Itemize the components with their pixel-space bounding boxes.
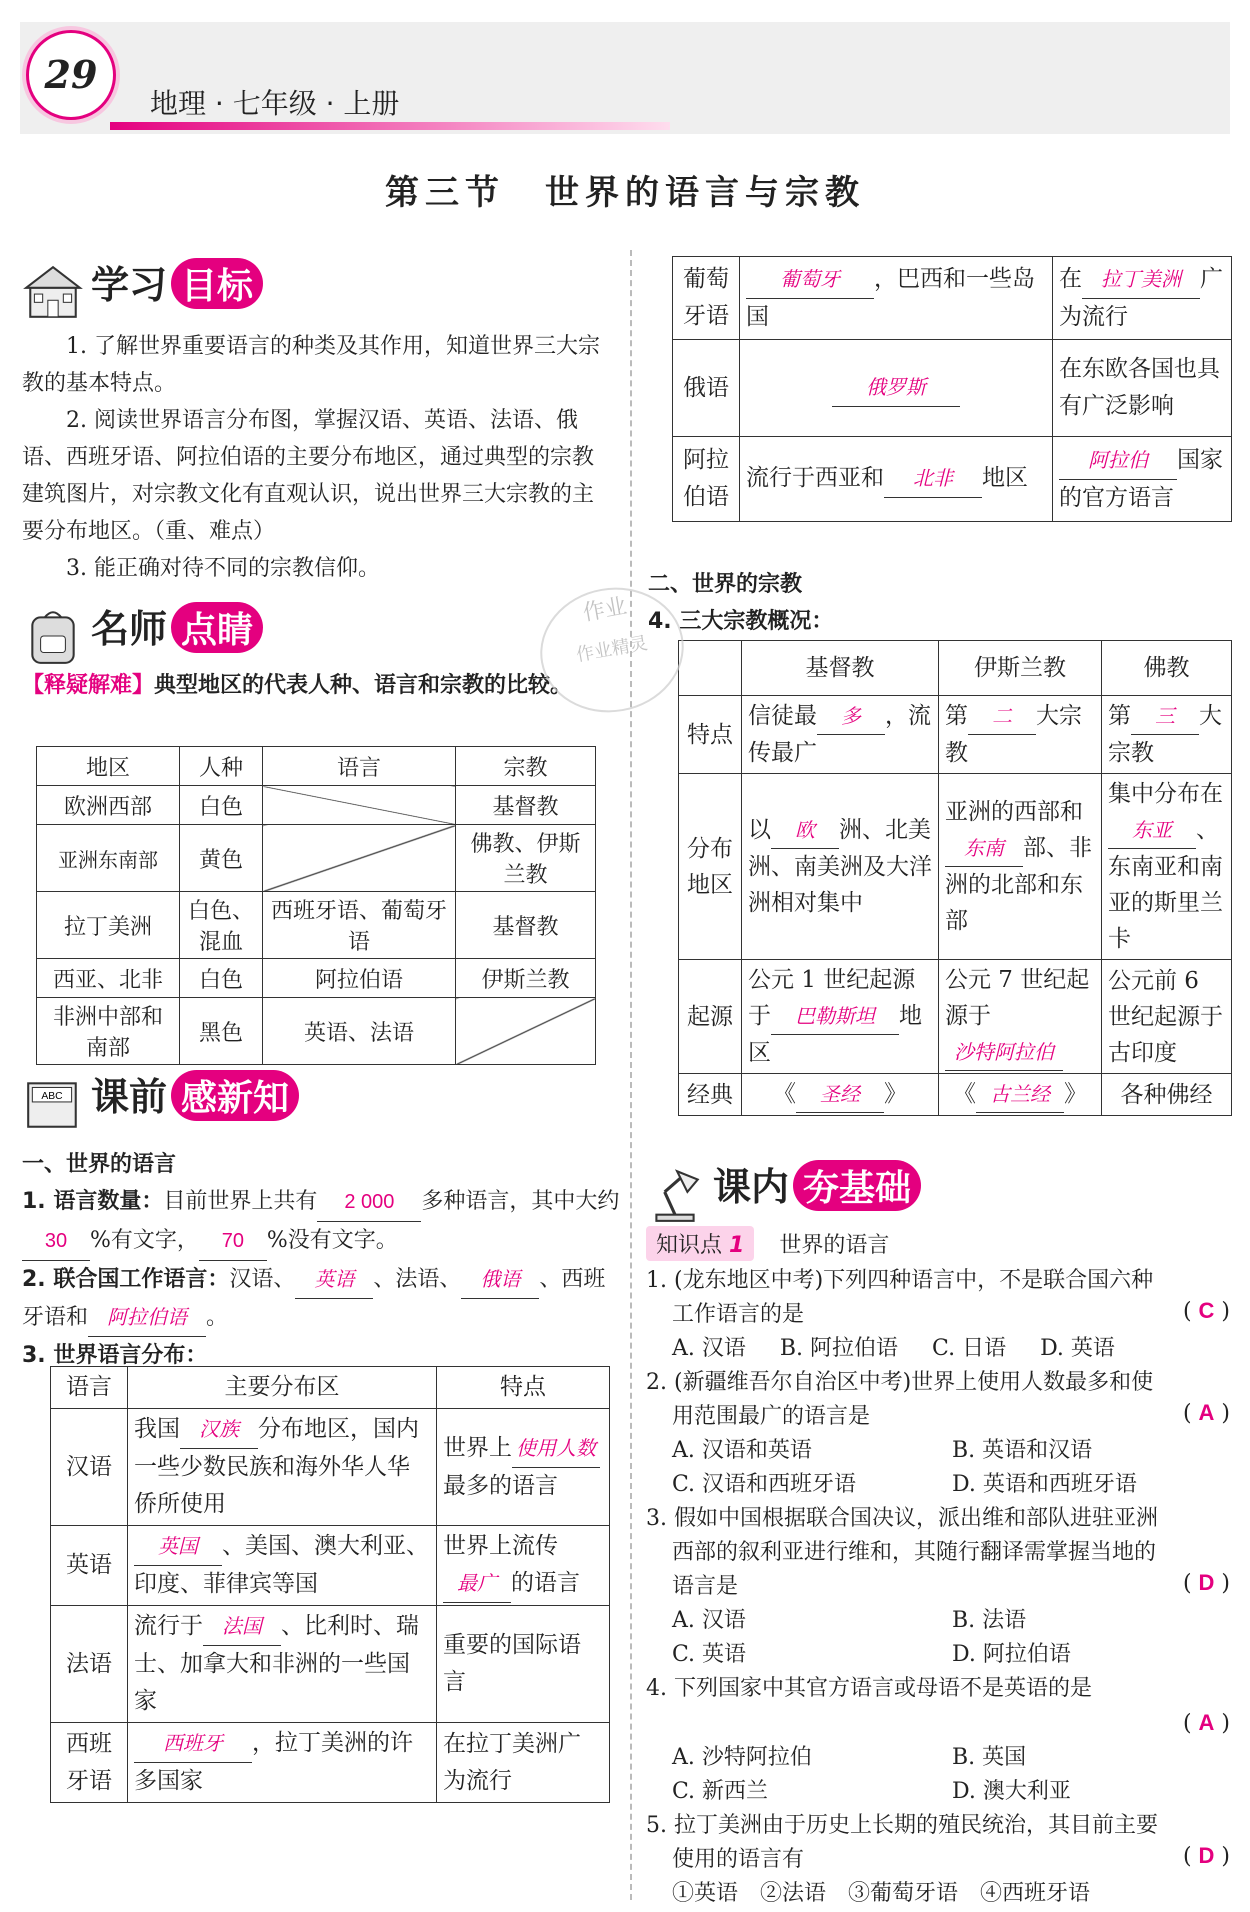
text: 以	[748, 817, 771, 843]
table-row	[679, 774, 1232, 960]
table-cell: 黑色	[180, 998, 263, 1065]
table-cell: 伊斯兰教	[456, 959, 596, 998]
table-cell	[742, 960, 939, 1074]
text: 大宗教	[1108, 703, 1222, 766]
answer: 多	[817, 698, 885, 735]
table-header	[679, 641, 742, 696]
text: 部、非洲的北部和东部	[945, 835, 1092, 934]
option: B. 英语和汉语	[952, 1438, 1093, 1463]
table-cell: 白色、混血	[180, 892, 263, 959]
section-title: 课内	[713, 1165, 790, 1209]
table-row	[37, 959, 596, 998]
table-header: 特点	[437, 1367, 610, 1409]
religion-table	[678, 640, 1232, 1116]
section-mingshi-header	[22, 598, 263, 667]
table-cell	[939, 960, 1102, 1074]
section-title: 课前	[91, 1075, 168, 1119]
answer: A	[1198, 1710, 1215, 1735]
answer: 30	[22, 1223, 90, 1261]
answer: 三	[1131, 698, 1199, 735]
language-table-continued	[672, 256, 1232, 522]
text: 公元 1 世纪起源于	[748, 967, 916, 1029]
options	[646, 1434, 1230, 1502]
subject-title: 地理 · 七年级 · 上册	[150, 87, 400, 120]
text: 的语言	[511, 1570, 580, 1596]
knowledge-point-title: 世界的语言	[779, 1233, 890, 1258]
page-number: 29	[26, 30, 116, 120]
text: 目前世界上共有	[163, 1189, 318, 1214]
question-4: 4. 三大宗教概况：	[648, 609, 834, 634]
text: 流行于西亚和	[746, 465, 884, 491]
answer: D	[1198, 1570, 1215, 1595]
question-text: 4. 下列国家中其官方语言或母语不是英语的是	[646, 1676, 1092, 1701]
table-cell: 俄语	[673, 340, 740, 437]
subsection-title: 一、世界的语言	[22, 1152, 177, 1177]
table-cell	[1102, 696, 1232, 774]
table-cell	[1053, 437, 1232, 522]
text: 地区	[748, 1003, 922, 1066]
text: 世界上	[443, 1434, 512, 1461]
table-row	[37, 786, 596, 825]
answer: 汉族	[180, 1411, 258, 1449]
table-header-row	[51, 1367, 610, 1409]
answer: 阿拉伯	[1059, 442, 1177, 480]
table-cell: 在拉丁美洲广为流行	[437, 1723, 610, 1803]
option: B. 英国	[952, 1745, 1027, 1770]
backpack-icon	[22, 605, 84, 667]
table-row	[673, 257, 1232, 340]
school-icon	[22, 261, 84, 323]
section-title: 名师	[91, 607, 168, 651]
table-cell: 汉语	[51, 1409, 128, 1526]
table-cell: 黄色	[180, 825, 263, 892]
options	[646, 1332, 1230, 1366]
table-row	[37, 892, 596, 959]
table-cell: 欧洲西部	[37, 786, 180, 825]
question-text: 3. 假如中国根据联合国决议，派出维和部队进驻亚洲西部的叙利亚进行维和，其随行翻译需掌握当地的语言是	[646, 1506, 1158, 1599]
question-text: 1. (龙东地区中考)下列四种语言中，不是联合国六种工作语言的是	[646, 1268, 1154, 1327]
text: 、美国、澳大利亚、印度、菲律宾等国	[134, 1533, 429, 1597]
tag-label: 【释疑解难】	[22, 673, 155, 698]
desk-lamp-icon	[644, 1163, 706, 1225]
section-title-bubble: 感新知	[171, 1070, 299, 1121]
knowledge-point-badge	[646, 1226, 754, 1261]
table-cell	[740, 437, 1053, 522]
table-header: 人种	[180, 747, 263, 786]
table-cell: 基督教	[456, 892, 596, 959]
answer: 法国	[203, 1608, 281, 1646]
text: 世界上流传	[443, 1533, 558, 1559]
table-cell: 在东欧各国也具有广泛影响	[1053, 340, 1232, 437]
text: ，流传最广	[748, 703, 931, 766]
xuexi-body	[22, 328, 612, 587]
table-cell	[740, 340, 1053, 437]
objective-3: 3. 能正确对待不同的宗教信仰。	[66, 556, 380, 581]
answer: 英国	[134, 1528, 222, 1566]
option: D. 英语和西班牙语	[952, 1472, 1137, 1497]
question-block	[646, 1366, 1230, 1502]
text: 信徒最	[748, 703, 817, 729]
kq-body	[22, 1146, 622, 1374]
table-cell: 公元前 6 世纪起源于古印度	[1102, 960, 1232, 1074]
answer: A	[1198, 1400, 1215, 1425]
answer: 英语	[295, 1261, 373, 1299]
text: 知识点	[656, 1233, 723, 1258]
answer-paren: ( A )	[1182, 1400, 1230, 1426]
svg-text:ABC: ABC	[41, 1090, 63, 1102]
answer: 拉丁美洲	[1082, 261, 1200, 299]
option: A. 沙特阿拉伯	[672, 1745, 812, 1770]
answer: 最广	[443, 1565, 511, 1603]
answer: 北非	[884, 460, 982, 498]
option: A. 汉语	[672, 1336, 746, 1361]
table-row	[673, 437, 1232, 522]
answer: 2 000	[317, 1184, 421, 1222]
question-block	[646, 1502, 1230, 1672]
answer: 沙特阿拉伯	[945, 1034, 1063, 1071]
table-row	[51, 1723, 610, 1803]
table-row	[37, 825, 596, 892]
text: 流行于	[134, 1613, 203, 1639]
question-1	[22, 1183, 622, 1261]
table-cell-empty	[263, 786, 456, 825]
section-title-bubble: 点睛	[171, 602, 263, 653]
text: 最多的语言	[443, 1472, 558, 1499]
text: 多种语言，其中大约	[421, 1189, 620, 1214]
table-cell: 非洲中部和南部	[37, 998, 180, 1065]
option: C. 英语	[672, 1642, 747, 1667]
text: 广为流行	[1059, 265, 1223, 330]
option: C. 日语	[932, 1336, 1007, 1361]
option: B. 法语	[952, 1608, 1027, 1633]
table-row	[679, 960, 1232, 1074]
knowledge-point	[646, 1226, 889, 1261]
table-cell	[128, 1606, 437, 1723]
option: C. 汉语和西班牙语	[672, 1472, 857, 1497]
section-title-bubble: 目标	[171, 258, 263, 309]
text: 1	[729, 1233, 745, 1258]
option: D. 阿拉伯语	[952, 1642, 1071, 1667]
table-cell: 法语	[51, 1606, 128, 1723]
table-cell: 西亚、北非	[37, 959, 180, 998]
table-cell: 佛教、伊斯兰教	[456, 825, 596, 892]
row-label: 起源	[679, 960, 742, 1074]
comparison-table	[36, 746, 596, 1065]
kn-questions	[646, 1264, 1230, 1911]
text: ，拉丁美洲的许多国家	[134, 1730, 413, 1794]
stamp-text: 作业	[581, 593, 629, 627]
text: 、西班牙语和	[22, 1267, 606, 1330]
subsection-title: 二、世界的宗教	[648, 572, 803, 597]
stamp-text: 作业精灵	[574, 632, 650, 667]
table-cell	[742, 774, 939, 960]
table-header: 宗教	[456, 747, 596, 786]
section-title-bubble: 夯基础	[793, 1160, 921, 1211]
text: 汉语、	[229, 1267, 296, 1292]
table-cell: 葡萄牙语	[673, 257, 740, 340]
table-row	[37, 998, 596, 1065]
answer: 二	[968, 698, 1036, 735]
option: C. 新西兰	[672, 1779, 769, 1804]
text: 洲、北美洲、南美洲及大洋洲相对集中	[748, 817, 932, 916]
table-header: 佛教	[1102, 641, 1232, 696]
question-label: 2. 联合国工作语言：	[22, 1267, 230, 1292]
question-block	[646, 1264, 1230, 1366]
question-label: 1. 语言数量：	[22, 1189, 164, 1214]
text: 。	[206, 1305, 229, 1330]
objective-1: 1. 了解世界重要语言的种类及其作用，知道世界三大宗教的基本特点。	[22, 334, 600, 396]
answer-paren: ( D )	[1182, 1570, 1230, 1596]
text: 、比利时、瑞士、加拿大和非洲的一些国家	[134, 1613, 419, 1714]
table-cell: 重要的国际语言	[437, 1606, 610, 1723]
table-cell	[939, 774, 1102, 960]
answer: 俄语	[461, 1261, 539, 1299]
table-row	[51, 1409, 610, 1526]
answer: 70	[199, 1223, 267, 1261]
table-cell: 《 古兰经 》	[939, 1074, 1102, 1116]
table-cell	[742, 696, 939, 774]
answer: 东南	[945, 830, 1023, 867]
options	[646, 1741, 1230, 1809]
page-title: 第三节 世界的语言与宗教	[385, 173, 865, 213]
answer: 俄罗斯	[832, 369, 960, 407]
table-cell: 阿拉伯语	[673, 437, 740, 522]
answer: C	[1198, 1298, 1215, 1323]
section-title: 学习	[91, 263, 168, 307]
table-cell	[740, 257, 1053, 340]
table-cell-empty	[456, 998, 596, 1065]
text: 集中分布在	[1108, 781, 1223, 807]
answer: 使用人数	[512, 1430, 600, 1468]
text: 第	[945, 703, 968, 729]
options	[646, 1604, 1230, 1672]
row-label: 经典	[679, 1074, 742, 1116]
table-cell: 阿拉伯语	[263, 959, 456, 998]
table-header: 伊斯兰教	[939, 641, 1102, 696]
answer: 东亚	[1108, 812, 1196, 849]
text: 亚洲的西部和	[945, 799, 1083, 825]
answer-paren: ( C )	[1182, 1298, 1230, 1324]
table-header-row	[37, 747, 596, 786]
text: 公元 7 世纪起源于	[945, 967, 1090, 1029]
table-cell: 西班牙语、葡萄牙语	[263, 892, 456, 959]
table-header: 语言	[263, 747, 456, 786]
language-table	[50, 1366, 610, 1803]
table-cell-empty	[263, 825, 456, 892]
table-row	[679, 696, 1232, 774]
text: %有文字，	[90, 1228, 199, 1253]
question-block	[646, 1672, 1230, 1809]
mingshi-text: 典型地区的代表人种、语言和宗教的比较。	[154, 673, 573, 698]
answer: 欧	[771, 812, 839, 849]
row-label: 特点	[679, 696, 742, 774]
option: A. 汉语和英语	[672, 1438, 812, 1463]
text: 大宗教	[945, 703, 1082, 766]
answer: 巴勒斯坦	[771, 998, 899, 1035]
book-icon	[22, 1073, 84, 1135]
table-cell: 拉丁美洲	[37, 892, 180, 959]
text: 在	[1059, 265, 1082, 292]
table-cell: 基督教	[456, 786, 596, 825]
row-label: 分布地区	[679, 774, 742, 960]
answer-paren: ( D )	[1182, 1843, 1230, 1869]
answer: 圣经	[796, 1076, 884, 1113]
text: 、法语、	[373, 1267, 462, 1292]
options: ①英语 ②法语 ③葡萄牙语 ④西班牙语	[672, 1881, 1091, 1906]
question-2	[22, 1261, 622, 1337]
text: 国家的官方语言	[1059, 446, 1223, 511]
table-row	[51, 1606, 610, 1723]
column-divider	[630, 250, 632, 1900]
table-cell	[939, 696, 1102, 774]
table-row	[673, 340, 1232, 437]
table-cell: 英语、法语	[263, 998, 456, 1065]
table-cell	[128, 1526, 437, 1606]
question-text: 5. 拉丁美洲由于历史上长期的殖民统治，其目前主要使用的语言有	[646, 1813, 1158, 1872]
table-row	[679, 1074, 1232, 1116]
text: 第	[1108, 703, 1131, 729]
table-cell: 西班牙语	[51, 1723, 128, 1803]
table-row	[51, 1526, 610, 1606]
table-cell	[437, 1409, 610, 1526]
table-header: 主要分布区	[128, 1367, 437, 1409]
text: 地区	[982, 465, 1028, 491]
table-cell: 白色	[180, 959, 263, 998]
table-cell: 各种佛经	[1102, 1074, 1232, 1116]
text: 分布地区，国内一些少数民族和海外华人华侨所使用	[134, 1416, 419, 1517]
section-kn-header	[644, 1156, 921, 1225]
text: 、东南亚和南亚的斯里兰卡	[1108, 817, 1223, 952]
answer: 西班牙	[134, 1725, 252, 1763]
table-cell: 英语	[51, 1526, 128, 1606]
section-kq-header	[22, 1066, 299, 1135]
table-cell	[128, 1409, 437, 1526]
table-header-row	[679, 641, 1232, 696]
header-underline	[110, 122, 670, 130]
option: D. 英语	[1040, 1336, 1115, 1361]
table-cell: 亚洲东南部	[37, 825, 180, 892]
table-cell: 白色	[180, 786, 263, 825]
table-cell	[437, 1526, 610, 1606]
answer: 葡萄牙	[746, 261, 874, 299]
table-header: 语言	[51, 1367, 128, 1409]
objective-2: 2. 阅读世界语言分布图，掌握汉语、英语、法语、俄语、西班牙语、阿拉伯语的主要分布地区，通过典型的宗教建筑图片，对宗教文化有直观认识，说出世界三大宗教的主要分布地区。（重、难点）	[22, 408, 595, 544]
answer-paren: ( A )	[1182, 1710, 1230, 1736]
table-cell	[128, 1723, 437, 1803]
answer: 古兰经	[976, 1076, 1064, 1113]
question-block	[646, 1809, 1230, 1911]
answer: 阿拉伯语	[88, 1299, 206, 1337]
table-cell	[1102, 774, 1232, 960]
text: ，巴西和一些岛国	[746, 265, 1035, 330]
table-header: 地区	[37, 747, 180, 786]
option: D. 澳大利亚	[952, 1779, 1071, 1804]
question-3: 3. 世界语言分布：	[22, 1343, 208, 1368]
table-cell	[1053, 257, 1232, 340]
table-cell: 《 圣经 》	[742, 1074, 939, 1116]
table-header: 基督教	[742, 641, 939, 696]
text: 我国	[134, 1416, 180, 1442]
section-xuexi-header	[22, 254, 263, 323]
answer: D	[1198, 1843, 1215, 1868]
text: %没有文字。	[266, 1228, 398, 1253]
question-text: 2. (新疆维吾尔自治区中考)世界上使用人数最多和使用范围最广的语言是	[646, 1370, 1154, 1429]
option: B. 阿拉伯语	[779, 1336, 899, 1361]
mingshi-intro	[22, 668, 612, 704]
option: A. 汉语	[672, 1608, 746, 1633]
